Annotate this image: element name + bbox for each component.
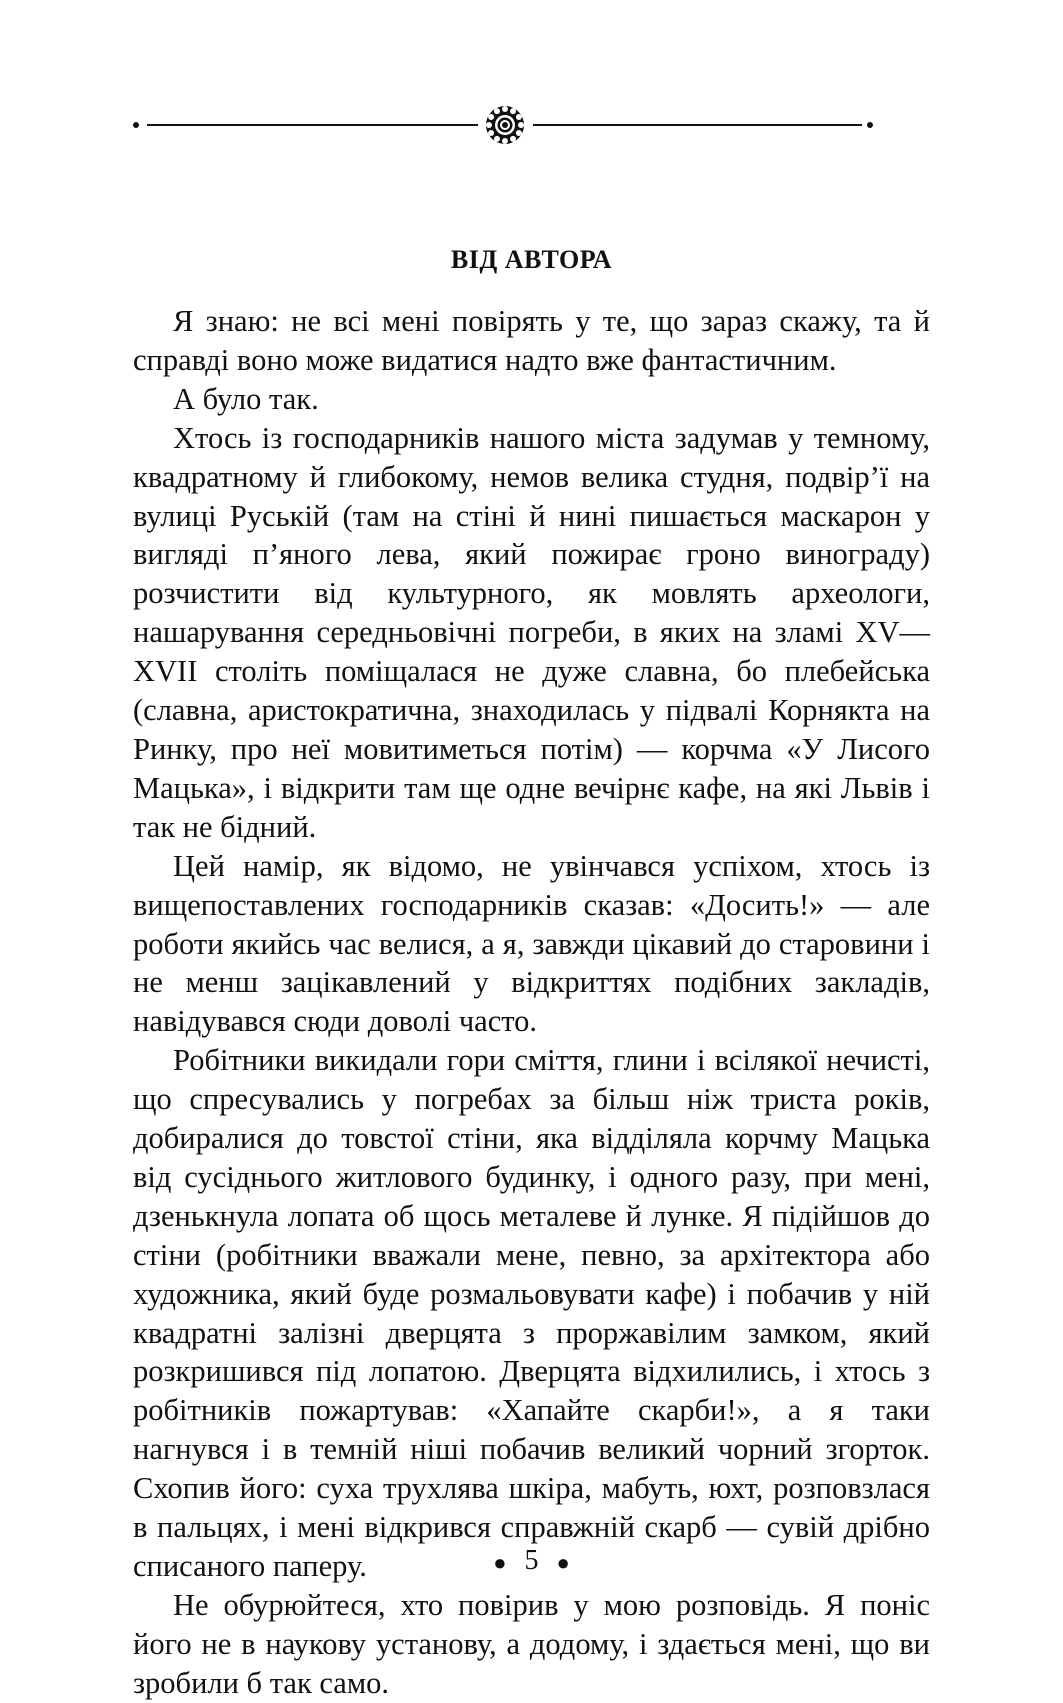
- page-number: 5: [524, 1545, 539, 1576]
- paragraph: А було так.: [173, 381, 319, 416]
- chapter-heading: ВІД АВТОРА: [450, 245, 613, 274]
- paragraph: Цей намір, як відомо, не увінчався успіхом, хтось із вищепоставлених господарників сказав: «Досить!» — але роботи якийсь час велися, а я, завжди цікавий до старовини і не менш зацікавлений у відкриттях подібних закладів, навідувався сюди доволі часто.: [133, 848, 930, 1039]
- paragraph: Не обурюйтеся, хто повірив у мою розповідь. Я поніс його не в наукову установу, а додому, і здається мені, що ви зробили б так само.: [133, 1587, 930, 1700]
- left-dot: [133, 122, 139, 128]
- page-footer: [0, 1545, 1063, 1577]
- body-text: [133, 302, 930, 1703]
- paragraph: Хтось із господарників нашого міста задумав у темному, квадратному й глибокому, немов велика студня, подвір’ї на вулиці Руській (там на стіні й нині пишається маскарон у вигляді п’яного лева, який пожирає гроно винограду) розчистити від культурного, як мовлять археологи, нашарування середньовічні погреби, в яких на зламі XV—XVII століть поміщалася не дуже славна, бо плебейська (славна, аристократична, знаходилась у підвалі Корнякта на Ринку, про неї мовитиметься потім) — корчма «У Лисого Мацька», і відкрити там ще одне вечірнє кафе, на які Львів і так не бідний.: [133, 420, 930, 844]
- paragraph: Я знаю: не всі мені повірять у те, що зараз скажу, та й справді воно може видатися надто вже фантастичним.: [133, 304, 930, 377]
- paragraph: Робітники викидали гори сміття, глини і всілякої нечисті, що спресувались у погребах за більш ніж триста років, добиралися до товстої стіни, яка відділяла корчму Мацька від сусіднього житлового будинку, і одного разу, при мені, дзенькнула лопата об щось металеве й лунке. Я підійшов до стіни (робітники вважали мене, певно, за архітектора або художника, який буде розмальовувати кафе) і побачив у ній квадратні залізні дверцята з проржавілим замком, який розкришився під лопатою. Дверцята відхилились, і хтось з робітників пожартував: «Хапайте скарби!», а я таки нагнувся і в темній ніші побачив великий чорний згорток. Схопив його: суха трухлява шкіра, мабуть, юхт, розповзлася в пальцях, і мені відкрився справжній скарб — сувій дрібно списаного паперу.: [133, 1043, 930, 1583]
- bullet-icon: ●: [556, 1549, 570, 1575]
- bullet-icon: ●: [493, 1549, 507, 1575]
- header-ornament-rule: [133, 105, 928, 145]
- flower-ornament-icon: [486, 106, 524, 144]
- decorative-rule: [133, 105, 928, 145]
- right-dot: [867, 122, 873, 128]
